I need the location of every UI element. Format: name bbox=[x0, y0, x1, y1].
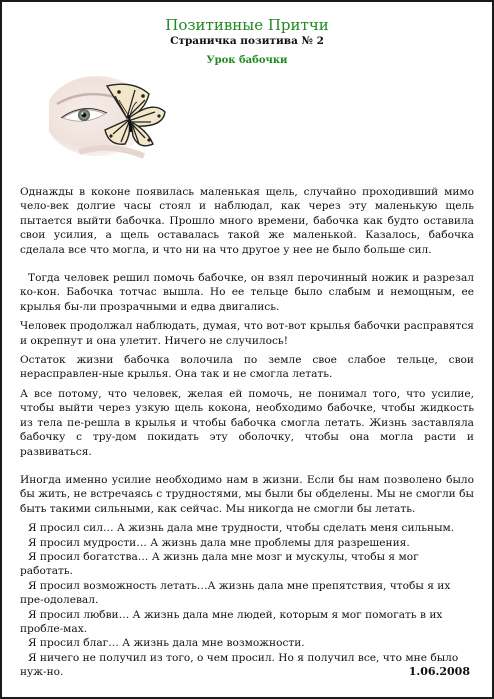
list-item: Я просил возможность летать…А жизнь дала мне препятствия, чтобы я их пре-одолевал. bbox=[20, 579, 451, 607]
list-item: Я просил сил… А жизнь дала мне трудности, чтобы сделать меня сильным. bbox=[28, 522, 455, 535]
story-title: Урок бабочки bbox=[206, 55, 288, 66]
list-item: Я просил мудрости… А жизнь дала мне проблемы для разрешения. bbox=[28, 536, 410, 549]
document-date: 1.06.2008 bbox=[408, 665, 470, 678]
paragraph-6: Иногда именно усилие необходимо нам в жизни. Если бы нам позволено было бы жить, не встречаясь с трудностями, мы были бы обделены. Мы не смогли бы быть такими сильными, как сейчас. Мы никогда не смогли бы летать. bbox=[20, 473, 474, 515]
paragraph-2: Тогда человек решил помочь бабочке, он взял перочинный ножик и разрезал ко-кон. Бабочка тотчас вышла. Но ее тельце было слабым и немощным, ее крылья бы-ли прозрачными и едва двигались. bbox=[20, 272, 474, 313]
wishes-list bbox=[20, 521, 474, 679]
page-title: Позитивные Притчи bbox=[165, 16, 329, 34]
paragraph-3: Человек продолжал наблюдать, думая, что вот-вот крылья бабочки расправятся и окрепнут и она улетит. Ничего не случилось! bbox=[20, 320, 474, 347]
paragraph-5: А все потому, что человек, желая ей помочь, не понимал того, что усилие, чтобы выйти через узкую щель кокона, необходимо бабочке, чтобы жидкость из тела пе-решла в крылья и чтобы бабочка смогла летать. Жизнь заставляла бабочку с тру-дом покидать эту оболочку, чтобы она могла расти и развиваться. bbox=[20, 387, 474, 458]
eye-butterfly-illustration bbox=[49, 74, 169, 162]
list-item: Я просил любви… А жизнь дала мне людей, которым я мог помогать в их пробле-мах. bbox=[20, 608, 443, 635]
paragraph-4: Остаток жизни бабочка волочила по земле свое слабое тельце, свои нерасправлен-ные крылья. Она так и не смогла летать. bbox=[20, 354, 474, 381]
story-text bbox=[20, 185, 474, 680]
list-item: Я просил богатства… А жизнь дала мне мозг и мускулы, чтобы я мог работать. bbox=[20, 550, 419, 578]
paragraph-1: Однажды в коконе появилась маленькая щель, случайно проходивший мимо чело-век долгие часы стоял и наблюдал, как через эту маленькую щель пытается выйти бабочка. Прошло много времени, бабочка как будто оставила свои усилия, а щель оставалась такой же маленькой. Казалось, бабочка сделала все что могла, и что ни на что другое у нее не было больше сил. bbox=[20, 186, 474, 256]
list-item: Я просил благ… А жизнь дала мне возможности. bbox=[28, 637, 305, 650]
page-subtitle: Страничка позитива № 2 bbox=[170, 35, 324, 47]
list-item: Я ничего не получил из того, о чем просил. Но я получил все, что мне было нуж-но. bbox=[20, 651, 459, 679]
